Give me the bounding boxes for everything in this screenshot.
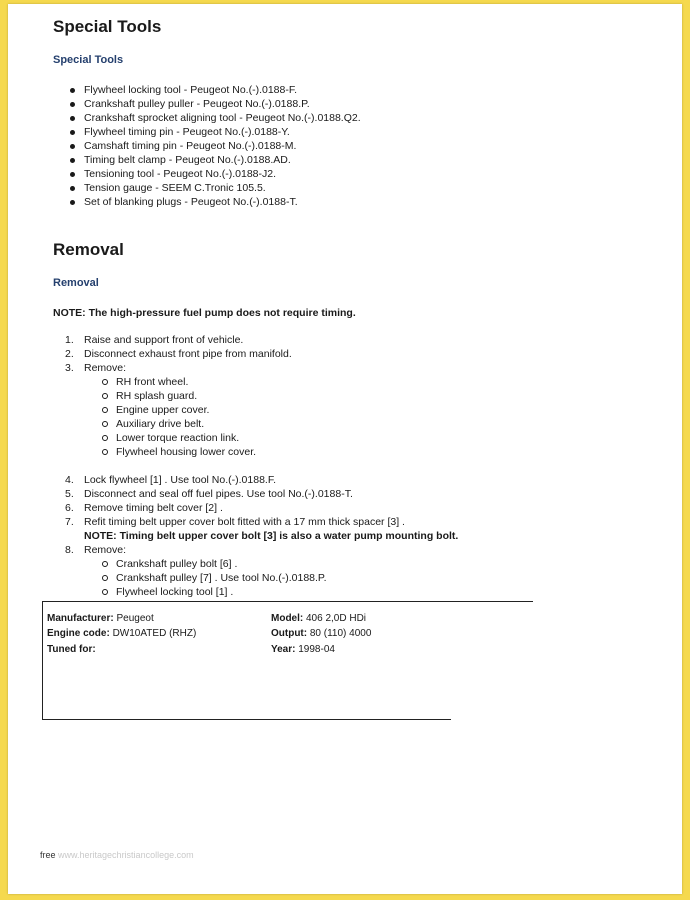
engine-code-row [47,628,196,639]
step-item [53,501,458,515]
removal-subheading: Removal [53,277,99,289]
page-footer [40,850,194,860]
info-box-top-rule [43,601,533,602]
remove-subitem: Engine upper cover. [100,403,292,417]
tool-item: Crankshaft sprocket aligning tool - Peugeot No.(-).0188.Q2. [68,111,361,125]
step-item [53,361,292,459]
model-value: 406 2,0D HDi [306,613,367,624]
step-number: 7. [65,516,74,528]
tool-item: Tension gauge - SEEM C.Tronic 105.5. [68,181,361,195]
output-label: Output: [271,628,308,639]
step-text: Remove timing belt cover [2] . [84,502,223,514]
step-number: 5. [65,488,74,500]
step-text: Lock flywheel [1] . Use tool No.(-).0188.F. [84,474,276,486]
engine-code-label: Engine code: [47,628,110,639]
document-page [8,4,682,894]
step-text: Disconnect and seal off fuel pipes. Use tool No.(-).0188-T. [84,488,353,500]
manufacturer-label: Manufacturer: [47,613,114,624]
remove-subitem: RH splash guard. [100,389,292,403]
removal-steps-part-1 [53,333,292,459]
step-item [53,347,292,361]
remove-subitem: RH front wheel. [100,375,292,389]
removal-heading: Removal [53,240,124,259]
tool-item: Crankshaft pulley puller - Peugeot No.(-).0188.P. [68,97,361,111]
remove-subitem: Auxiliary drive belt. [100,417,292,431]
removal-note: NOTE: The high-pressure fuel pump does not require timing. [53,307,356,319]
vehicle-info-box [42,601,451,720]
tool-item: Flywheel timing pin - Peugeot No.(-).0188-Y. [68,125,361,139]
step-item [53,487,458,501]
model-label: Model: [271,613,304,624]
step-number: 1. [65,334,74,346]
step-item [53,473,458,487]
engine-code-value: DW10ATED (RHZ) [112,628,197,639]
year-value: 1998-04 [298,644,335,655]
manufacturer-row [47,613,154,624]
step-number: 2. [65,348,74,360]
step-number: 4. [65,474,74,486]
step-item [53,515,458,543]
step-number: 6. [65,502,74,514]
remove-subitem: Lower torque reaction link. [100,431,292,445]
step-item [53,543,458,599]
manufacturer-value: Peugeot [116,613,154,624]
tool-item: Camshaft timing pin - Peugeot No.(-).0188-M. [68,139,361,153]
year-row [271,644,335,655]
tool-item: Flywheel locking tool - Peugeot No.(-).0188-F. [68,83,361,97]
tuned-for-row [47,644,96,655]
step-item [53,333,292,347]
remove-subitem: Flywheel housing lower cover. [100,445,292,459]
tool-item: Timing belt clamp - Peugeot No.(-).0188.AD. [68,153,361,167]
model-row [271,613,366,624]
tuned-for-label: Tuned for: [47,644,96,655]
step-text: Remove: [84,544,127,556]
step-text: Raise and support front of vehicle. [84,334,244,346]
remove-subitem: Crankshaft pulley bolt [6] . [100,557,458,571]
tool-item: Set of blanking plugs - Peugeot No.(-).0188-T. [68,195,361,209]
remove-sublist [84,375,292,459]
footer-watermark: www.heritagechristiancollege.com [58,850,194,860]
step-text: Disconnect exhaust front pipe from manifold. [84,348,292,360]
step-number: 3. [65,362,74,374]
remove-subitem: Crankshaft pulley [7] . Use tool No.(-).0188.P. [100,571,458,585]
tool-item: Tensioning tool - Peugeot No.(-).0188-J2. [68,167,361,181]
special-tools-subheading: Special Tools [53,54,124,66]
remove-sublist [84,557,458,599]
special-tools-list [68,83,361,209]
step-7-note: NOTE: Timing belt upper cover bolt [3] is also a water pump mounting bolt. [84,530,459,542]
output-value: 80 (110) 4000 [309,628,372,639]
output-row [271,628,371,639]
removal-steps-part-2 [53,473,458,599]
remove-subitem: Flywheel locking tool [1] . [100,585,458,599]
step-text: Refit timing belt upper cover bolt fitted with a 17 mm thick spacer [3] . [84,516,405,528]
step-number: 8. [65,544,74,556]
footer-text: free [40,850,56,860]
step-text: Remove: [84,362,127,374]
year-label: Year: [271,644,296,655]
special-tools-heading: Special Tools [53,17,162,36]
